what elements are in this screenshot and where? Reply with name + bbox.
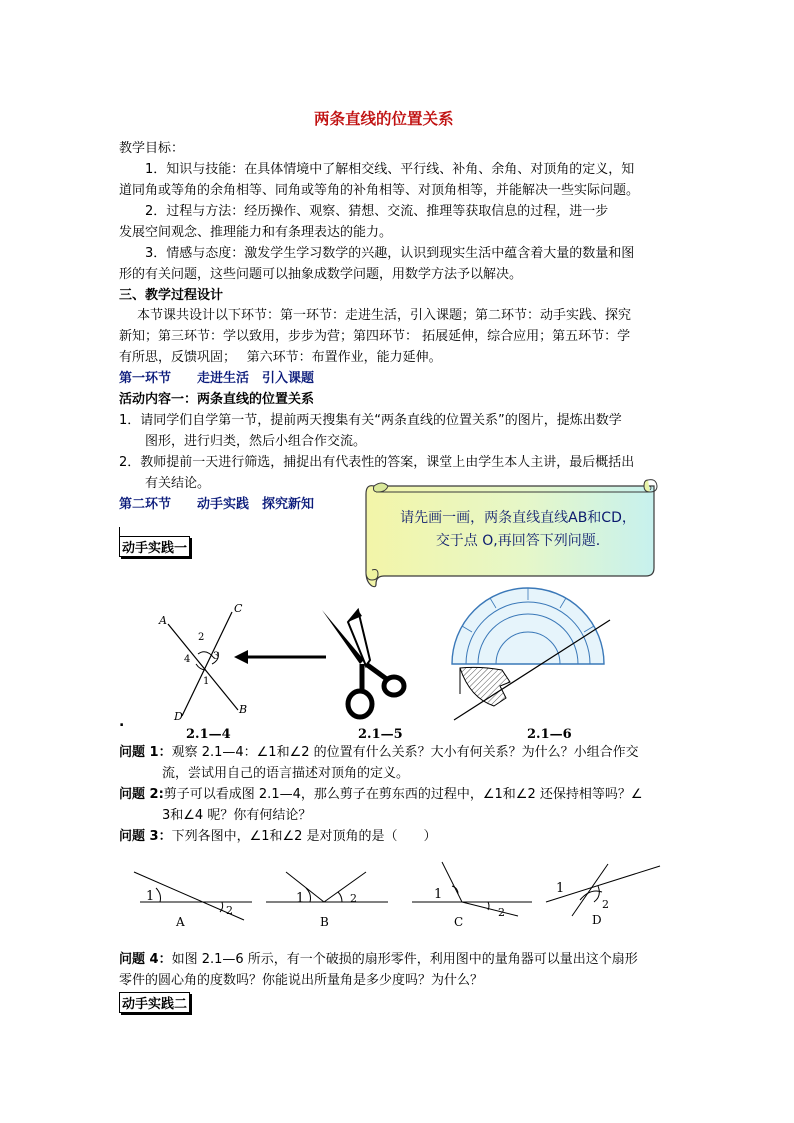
option-a-angle1: 1 — [146, 889, 155, 904]
fig3-caption: 2.1—6 — [527, 727, 572, 742]
option-c-label: C — [454, 915, 464, 929]
question2-line2: 3和∠4 呢？你有何结论？ — [162, 808, 312, 823]
arrow-left-icon — [232, 648, 327, 666]
question3-label: 问题 3： — [119, 829, 172, 844]
step2-line2: 有关结论。 — [145, 476, 211, 491]
option-c-angle2: 2 — [498, 906, 505, 919]
option-d-diagram — [540, 858, 680, 934]
question1-line2: 流，尝试用自己的语言描述对顶角的定义。 — [162, 766, 410, 781]
option-d-angle1: 1 — [556, 881, 565, 896]
option-c-diagram — [410, 858, 540, 934]
question1-line1 — [119, 742, 639, 763]
question1-label: 问题 1： — [119, 745, 172, 760]
practice1-label: 动手实践一 — [119, 536, 190, 557]
objectives-heading: 教学目标： — [119, 141, 185, 156]
process-line3: 有所思，反馈巩固； 第六环节：布置作业，能力延伸。 — [119, 350, 442, 365]
fig1-caption: 2.1—4 — [186, 727, 231, 742]
option-c-angle1: 1 — [434, 887, 443, 902]
objective-2-line2: 发展空间观念、推理能力和有条理表达的能力。 — [119, 225, 393, 240]
fig1-label-D: D — [174, 710, 183, 723]
step1-line2: 图形，进行归类，然后小组合作交流。 — [145, 434, 367, 449]
option-a-label: A — [176, 915, 185, 929]
objective-2-line1: 2．过程与方法：经历操作、观察、猜想、交流、推理等获取信息的过程，进一步 — [145, 204, 609, 219]
option-d-label: D — [592, 913, 602, 927]
option-b-diagram — [262, 858, 402, 934]
section1-heading: 第一环节 走进生活 引入课题 — [119, 371, 315, 386]
question2-label: 问题 2: — [119, 787, 164, 802]
practice2-label: 动手实践二 — [119, 992, 190, 1013]
fig1-angle-3: 3 — [213, 651, 220, 662]
scroll-line1: 请先画一画，两条直线直线AB和CD， — [400, 510, 636, 526]
objective-3-line2: 形的有关问题，这些问题可以抽象成数学问题，用数学方法予以解决。 — [119, 267, 523, 282]
fig2-caption: 2.1—5 — [358, 727, 403, 742]
process-line1: 本节课共设计以下环节：第一环节：走进生活，引入课题；第二环节：动手实践、探究 — [137, 308, 632, 323]
fig1-angle-1: 1 — [203, 676, 210, 687]
fig1-angle-4: 4 — [184, 654, 191, 665]
process-line2: 新知；第三环节：学以致用，步步为营；第四环节： 拓展延伸，综合应用；第五环节：学 — [119, 329, 631, 344]
fig1-label-B: B — [239, 703, 248, 716]
question3-text: 下列各图中，∠1和∠2 是对顶角的是（ ） — [171, 829, 437, 844]
objective-3-line1: 3．情感与态度：激发学生学习数学的兴趣，认识到现实生活中蕴含着大量的数量和图 — [145, 246, 635, 261]
scissors-icon — [318, 606, 408, 726]
fig1-label-A: A — [159, 614, 167, 627]
question4-line1 — [119, 949, 638, 970]
option-d-angle2: 2 — [602, 898, 609, 911]
question1-text: 观察 2.1—4：∠1和∠2 的位置有什么关系？大小有何关系？为什么？小组合作交 — [171, 745, 639, 760]
question4-line2: 零件的圆心角的度数吗？你能说出所量角是多少度吗？为什么？ — [119, 973, 484, 988]
question2-text: 剪子可以看成图 2.1—4，那么剪子在剪东西的过程中，∠1和∠2 还保持相等吗？∠ — [163, 787, 643, 802]
section2-heading: 第二环节 动手实践 探究新知 — [119, 497, 315, 512]
step1-line1: 1．请同学们自学第一节，提前两天搜集有关“两条直线的位置关系”的图片，提炼出数学 — [119, 413, 622, 428]
objective-1-line2: 道同角或等角的余角相等、同角或等角的补角相等、对顶角相等，并能解决一些实际问题。 — [119, 183, 640, 198]
question4-label: 问题 4： — [119, 952, 172, 967]
process-heading: 三、教学过程设计 — [119, 288, 224, 303]
fig1-angle-2: 2 — [198, 632, 205, 643]
option-b-angle2: 2 — [350, 892, 357, 905]
activity-label: 活动内容一：两条直线的位置关系 — [119, 392, 315, 407]
option-a-angle2: 2 — [226, 904, 233, 917]
page-title: 两条直线的位置关系 — [314, 109, 454, 128]
figure-dot: . — [119, 714, 125, 730]
fig1-label-C: C — [234, 602, 243, 615]
question3-line — [119, 826, 437, 847]
question2-line1 — [119, 784, 643, 805]
step2-line1: 2．教师提前一天进行筛选，捕捉出有代表性的答案，课堂上由学生本人主讲，最后概括出 — [119, 455, 635, 470]
question4-text: 如图 2.1—6 所示，有一个破损的扇形零件，利用图中的量角器可以量出这个扇形 — [171, 952, 638, 967]
objective-1-line1: 1．知识与技能：在具体情境中了解相交线、平行线、补角、余角、对顶角的定义，知 — [145, 162, 635, 177]
option-b-angle1: 1 — [296, 891, 305, 906]
protractor-figure — [440, 586, 620, 724]
option-a-diagram — [126, 858, 266, 934]
scroll-line2: 交于点 O,再回答下列问题. — [435, 533, 601, 549]
option-b-label: B — [320, 915, 329, 929]
